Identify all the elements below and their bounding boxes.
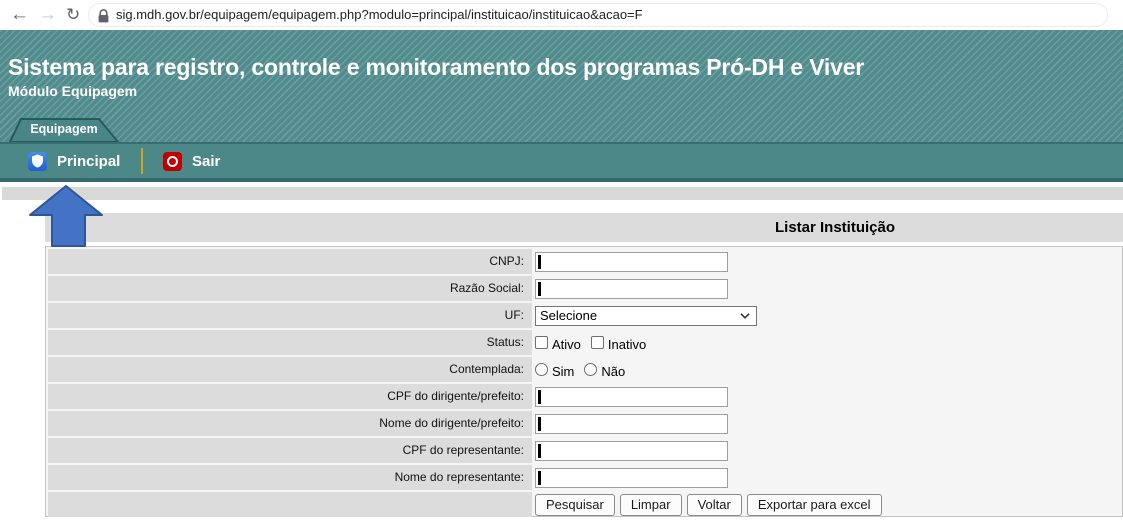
cpf-representante-input-field[interactable] <box>543 442 725 460</box>
menu-bar <box>0 142 1123 182</box>
nome-representante-input-field[interactable] <box>543 469 725 487</box>
text-caret <box>538 471 541 485</box>
text-caret <box>538 444 541 458</box>
razao-social-label: Razão Social: <box>48 276 532 301</box>
lock-icon[interactable] <box>98 9 109 28</box>
title-band <box>45 213 1123 242</box>
uf-select[interactable] <box>535 306 757 326</box>
chevron-down-icon <box>740 313 750 319</box>
nome-representante-label: Nome do representante: <box>48 465 532 490</box>
menu-item-sair[interactable] <box>163 144 220 178</box>
menu-principal-label: Principal <box>57 152 121 170</box>
status-inativo-label: Inativo <box>607 336 647 352</box>
contemplada-nao-label: Não <box>601 363 626 379</box>
status-label: Status: <box>48 330 532 355</box>
text-caret <box>538 390 541 404</box>
text-caret <box>538 282 541 296</box>
nome-dirigente-input-field[interactable] <box>543 415 725 433</box>
back-icon[interactable]: ← <box>10 4 29 25</box>
form-row-uf <box>46 303 1122 328</box>
cnpj-label: CNPJ: <box>48 249 532 274</box>
exit-ring-icon <box>163 152 182 171</box>
annotation-arrow-up <box>27 185 105 253</box>
text-caret <box>538 417 541 431</box>
form-row-nome-representante <box>46 465 1122 490</box>
contemplada-sim-radio[interactable] <box>535 363 548 376</box>
uf-select-value: Selecione <box>540 308 598 323</box>
menu-separator <box>141 148 143 174</box>
app-header <box>0 30 1123 143</box>
form-row-status <box>46 330 1122 355</box>
razao-social-input[interactable] <box>535 279 728 299</box>
uf-label: UF: <box>48 303 532 328</box>
limpar-button[interactable]: Limpar <box>620 494 682 516</box>
app-subtitle: Módulo Equipagem <box>8 83 138 99</box>
app-title: Sistema para registro, controle e monitoramento dos programas Pró-DH e Viver <box>8 54 865 80</box>
shield-icon <box>28 152 47 171</box>
url-text[interactable]: sig.mdh.gov.br/equipagem/equipagem.php?modulo=principal/instituicao/instituicao&acao=F <box>116 7 643 22</box>
search-form <box>45 246 1123 517</box>
page-title: Listar Instituição <box>774 219 896 236</box>
form-row-buttons <box>46 492 1122 517</box>
cpf-representante-label: CPF do representante: <box>48 438 532 463</box>
exportar-excel-button[interactable]: Exportar para excel <box>747 494 882 516</box>
reload-icon[interactable]: ↻ <box>66 5 81 24</box>
cpf-dirigente-input[interactable] <box>535 387 728 407</box>
nome-representante-input[interactable] <box>535 468 728 488</box>
form-row-cpf-dirigente <box>46 384 1122 409</box>
contemplada-label: Contemplada: <box>48 357 532 382</box>
cpf-dirigente-input-field[interactable] <box>543 388 725 406</box>
browser-bar <box>0 0 1123 30</box>
contemplada-sim-label: Sim <box>552 363 575 379</box>
form-row-cpf-representante <box>46 438 1122 463</box>
form-row-razao-social <box>46 276 1122 301</box>
tab-equipagem[interactable] <box>8 118 120 142</box>
contemplada-nao-radio[interactable] <box>584 363 597 376</box>
pesquisar-button[interactable]: Pesquisar <box>535 494 615 516</box>
form-row-contemplada <box>46 357 1122 382</box>
top-gray-band <box>2 187 1123 200</box>
menu-sair-label: Sair <box>192 152 221 170</box>
status-ativo-label: Ativo <box>552 336 581 352</box>
cpf-dirigente-label: CPF do dirigente/prefeito: <box>48 384 532 409</box>
status-inativo-checkbox[interactable] <box>591 336 604 349</box>
forward-icon[interactable]: → <box>38 4 57 25</box>
razao-social-input-field[interactable] <box>543 280 725 298</box>
cnpj-input-field[interactable] <box>543 253 725 271</box>
cnpj-input[interactable] <box>535 252 728 272</box>
menu-item-principal[interactable] <box>28 144 120 178</box>
buttons-row-spacer <box>48 492 532 517</box>
nome-dirigente-input[interactable] <box>535 414 728 434</box>
tab-equipagem-label: Equipagem <box>30 122 98 136</box>
status-ativo-checkbox[interactable] <box>535 336 548 349</box>
voltar-button[interactable]: Voltar <box>687 494 742 516</box>
form-row-cnpj <box>46 249 1122 274</box>
nome-dirigente-label: Nome do dirigente/prefeito: <box>48 411 532 436</box>
form-row-nome-dirigente <box>46 411 1122 436</box>
text-caret <box>538 255 541 269</box>
cpf-representante-input[interactable] <box>535 441 728 461</box>
